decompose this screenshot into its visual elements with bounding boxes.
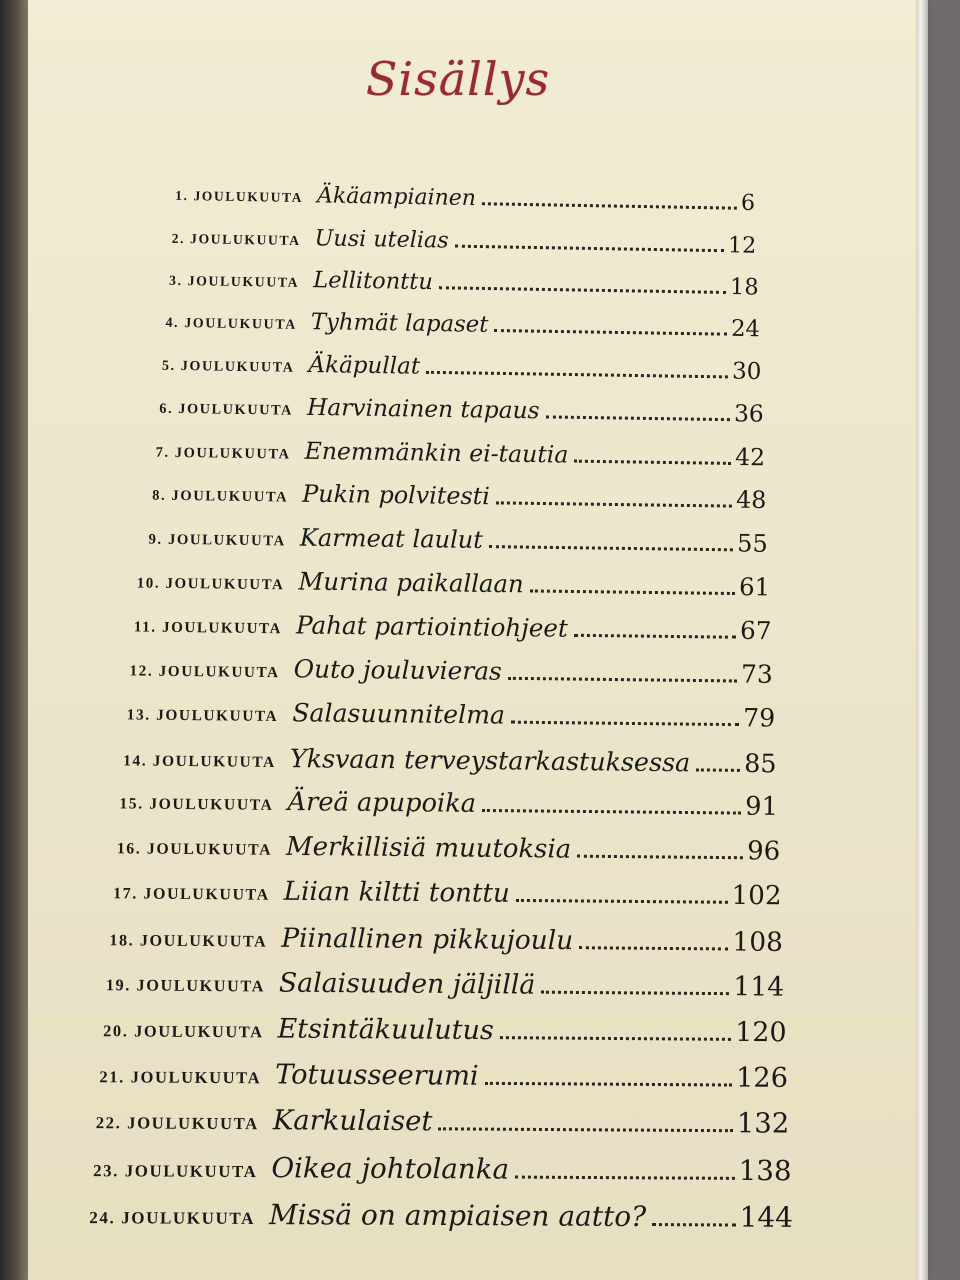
toc-day: 17. JOULUKUUTA bbox=[112, 885, 270, 904]
toc-day: 1. JOULUKUUTA bbox=[175, 187, 304, 206]
toc-leader-dots bbox=[545, 416, 730, 422]
toc-page-number: 61 bbox=[738, 572, 771, 602]
toc-leader-dots bbox=[579, 946, 728, 950]
toc-page-number: 42 bbox=[734, 443, 766, 472]
toc-page-number: 91 bbox=[745, 791, 779, 823]
toc-chapter-title: Murina paikallaan bbox=[298, 566, 524, 599]
toc-day: 6. JOULUKUUTA bbox=[158, 400, 293, 419]
toc-leader-dots bbox=[542, 991, 730, 995]
toc-page-number: 12 bbox=[728, 232, 757, 259]
toc-entry bbox=[63, 1197, 793, 1235]
toc-leader-dots bbox=[496, 502, 732, 508]
toc-entry bbox=[66, 1150, 792, 1188]
toc-entry bbox=[125, 180, 755, 225]
book-page bbox=[28, 0, 918, 1280]
toc-day: 23. JOULUKUUTA bbox=[92, 1161, 258, 1182]
toc-leader-dots bbox=[489, 545, 733, 551]
toc-page-number: 55 bbox=[737, 528, 769, 558]
toc-chapter-title: Karkulaiset bbox=[273, 1105, 433, 1138]
toc-page-number: 138 bbox=[738, 1154, 792, 1188]
toc-leader-dots bbox=[455, 244, 724, 252]
toc-chapter-title: Yksvaan terveystarkastuksessa bbox=[289, 742, 691, 777]
toc-page-number: 126 bbox=[735, 1062, 789, 1094]
toc-leader-dots bbox=[485, 1082, 732, 1087]
toc-page-number: 85 bbox=[743, 747, 777, 778]
toc-page-number: 48 bbox=[736, 485, 767, 515]
toc-day: 19. JOULUKUUTA bbox=[106, 976, 266, 996]
toc-leader-dots bbox=[508, 677, 737, 683]
toc-leader-dots bbox=[574, 460, 731, 465]
toc-day: 10. JOULUKUUTA bbox=[136, 575, 285, 594]
toc-leader-dots bbox=[494, 329, 727, 336]
toc-leader-dots bbox=[577, 855, 743, 860]
toc-page-number: 132 bbox=[737, 1108, 790, 1140]
toc-chapter-title: Äkäampiainen bbox=[316, 183, 477, 212]
toc-chapter-title: Pahat partiointiohjeet bbox=[295, 610, 569, 643]
toc-day: 12. JOULUKUUTA bbox=[129, 662, 281, 682]
toc-chapter-title: Merkillisiä muutoksia bbox=[285, 832, 571, 865]
toc-chapter-title: Uusi utelias bbox=[314, 225, 450, 254]
toc-leader-dots bbox=[482, 202, 737, 209]
toc-chapter-title: Outo jouluvieras bbox=[293, 654, 503, 686]
toc-chapter-title: Salaisuuden jäljillä bbox=[279, 967, 536, 1001]
toc-chapter-title: Piinallinen pikkujoulu bbox=[281, 922, 574, 956]
toc-page-number: 18 bbox=[729, 273, 759, 301]
toc-day: 20. JOULUKUUTA bbox=[102, 1021, 264, 1042]
toc-page-number: 144 bbox=[739, 1200, 794, 1234]
page-stack-edge bbox=[916, 0, 928, 1280]
toc-entry bbox=[101, 564, 771, 606]
toc-entry bbox=[71, 1058, 788, 1097]
toc-chapter-title: Lellitonttu bbox=[312, 266, 433, 295]
toc-entry bbox=[98, 608, 772, 650]
toc-entry bbox=[119, 264, 758, 308]
toc-day: 8. JOULUKUUTA bbox=[152, 487, 289, 506]
toc-leader-dots bbox=[482, 809, 741, 815]
toc-page-number: 67 bbox=[740, 615, 772, 646]
toc-entry bbox=[95, 652, 773, 694]
toc-page-number: 108 bbox=[732, 926, 784, 958]
toc-chapter-title: Karmeat laulut bbox=[300, 523, 484, 554]
toc-chapter-title: Totuusseerumi bbox=[275, 1059, 479, 1092]
toc-page-number: 36 bbox=[733, 400, 764, 428]
toc-chapter-title: Äkäpullat bbox=[308, 351, 421, 380]
toc-entry bbox=[106, 477, 767, 520]
toc-day: 3. JOULUKUUTA bbox=[168, 272, 299, 290]
toc-entry bbox=[74, 1012, 787, 1051]
toc-entry bbox=[114, 349, 762, 393]
toc-chapter-title: Liian kiltti tonttu bbox=[283, 877, 510, 910]
toc-chapter-title: Missä on ampiaisen aatto? bbox=[268, 1198, 647, 1234]
toc-chapter-title: Oikea johtolanka bbox=[270, 1151, 509, 1187]
toc-entry bbox=[84, 830, 779, 871]
toc-chapter-title: Enemmänkin ei-tautia bbox=[304, 436, 569, 469]
toc-leader-dots bbox=[529, 590, 734, 596]
toc-entry bbox=[92, 696, 775, 738]
toc-chapter-title: Pukin polvitesti bbox=[302, 479, 491, 511]
toc-entry bbox=[103, 521, 768, 564]
left-page-edge bbox=[0, 0, 30, 1280]
toc-entry bbox=[109, 434, 765, 477]
toc-entry bbox=[122, 222, 757, 267]
toc-day: 13. JOULUKUUTA bbox=[126, 706, 279, 726]
toc-leader-dots bbox=[499, 1036, 730, 1041]
toc-day: 15. JOULUKUUTA bbox=[119, 795, 274, 815]
toc-day: 2. JOULUKUUTA bbox=[171, 230, 302, 248]
toc-page-number: 24 bbox=[730, 315, 761, 343]
toc-day: 14. JOULUKUUTA bbox=[122, 751, 276, 771]
toc-chapter-title: Tyhmät lapaset bbox=[310, 309, 489, 338]
toc-leader-dots bbox=[516, 899, 728, 904]
toc-leader-dots bbox=[511, 721, 739, 727]
toc-leader-dots bbox=[439, 1127, 733, 1132]
toc-day: 22. JOULUKUUTA bbox=[96, 1113, 260, 1134]
toc-entry bbox=[90, 741, 777, 782]
toc-entry bbox=[76, 966, 784, 1006]
page-title: Sisällys bbox=[365, 52, 551, 106]
toc-day: 7. JOULUKUUTA bbox=[155, 444, 291, 463]
toc-day: 21. JOULUKUUTA bbox=[99, 1067, 262, 1088]
toc-entry bbox=[111, 391, 763, 435]
toc-entry bbox=[82, 875, 782, 915]
toc-day: 18. JOULUKUUTA bbox=[109, 931, 268, 951]
toc-page-number: 96 bbox=[746, 836, 780, 867]
toc-day: 9. JOULUKUUTA bbox=[148, 531, 287, 550]
toc-day: 24. JOULUKUUTA bbox=[89, 1208, 256, 1229]
toc-page-number: 6 bbox=[740, 190, 756, 216]
toc-leader-dots bbox=[515, 1176, 735, 1180]
toc-leader-dots bbox=[696, 768, 740, 771]
toc-day: 11. JOULUKUUTA bbox=[133, 619, 283, 638]
toc-chapter-title: Etsintäkuulutus bbox=[277, 1013, 494, 1046]
toc-page-number: 114 bbox=[733, 971, 785, 1003]
toc-leader-dots bbox=[574, 634, 736, 639]
toc-page-number: 102 bbox=[731, 881, 782, 912]
toc-leader-dots bbox=[438, 286, 725, 294]
toc-day: 5. JOULUKUUTA bbox=[161, 357, 295, 376]
toc-page-number: 79 bbox=[742, 703, 775, 733]
toc-entry bbox=[117, 306, 760, 350]
toc-page-number: 120 bbox=[734, 1016, 787, 1049]
toc-entry bbox=[87, 785, 778, 826]
toc-chapter-title: Salasuunnitelma bbox=[291, 698, 505, 730]
toc-page-number: 73 bbox=[741, 659, 774, 689]
table-of-contents bbox=[28, 0, 918, 1280]
toc-leader-dots bbox=[652, 1223, 735, 1226]
toc-page-number: 30 bbox=[732, 358, 762, 385]
toc-leader-dots bbox=[426, 370, 728, 378]
toc-chapter-title: Harvinainen tapaus bbox=[306, 394, 540, 425]
toc-day: 16. JOULUKUUTA bbox=[116, 840, 272, 859]
toc-entry bbox=[79, 921, 783, 961]
toc-entry bbox=[68, 1104, 789, 1143]
toc-day: 4. JOULUKUUTA bbox=[165, 315, 297, 333]
toc-chapter-title: Äreä apupoika bbox=[287, 787, 477, 820]
